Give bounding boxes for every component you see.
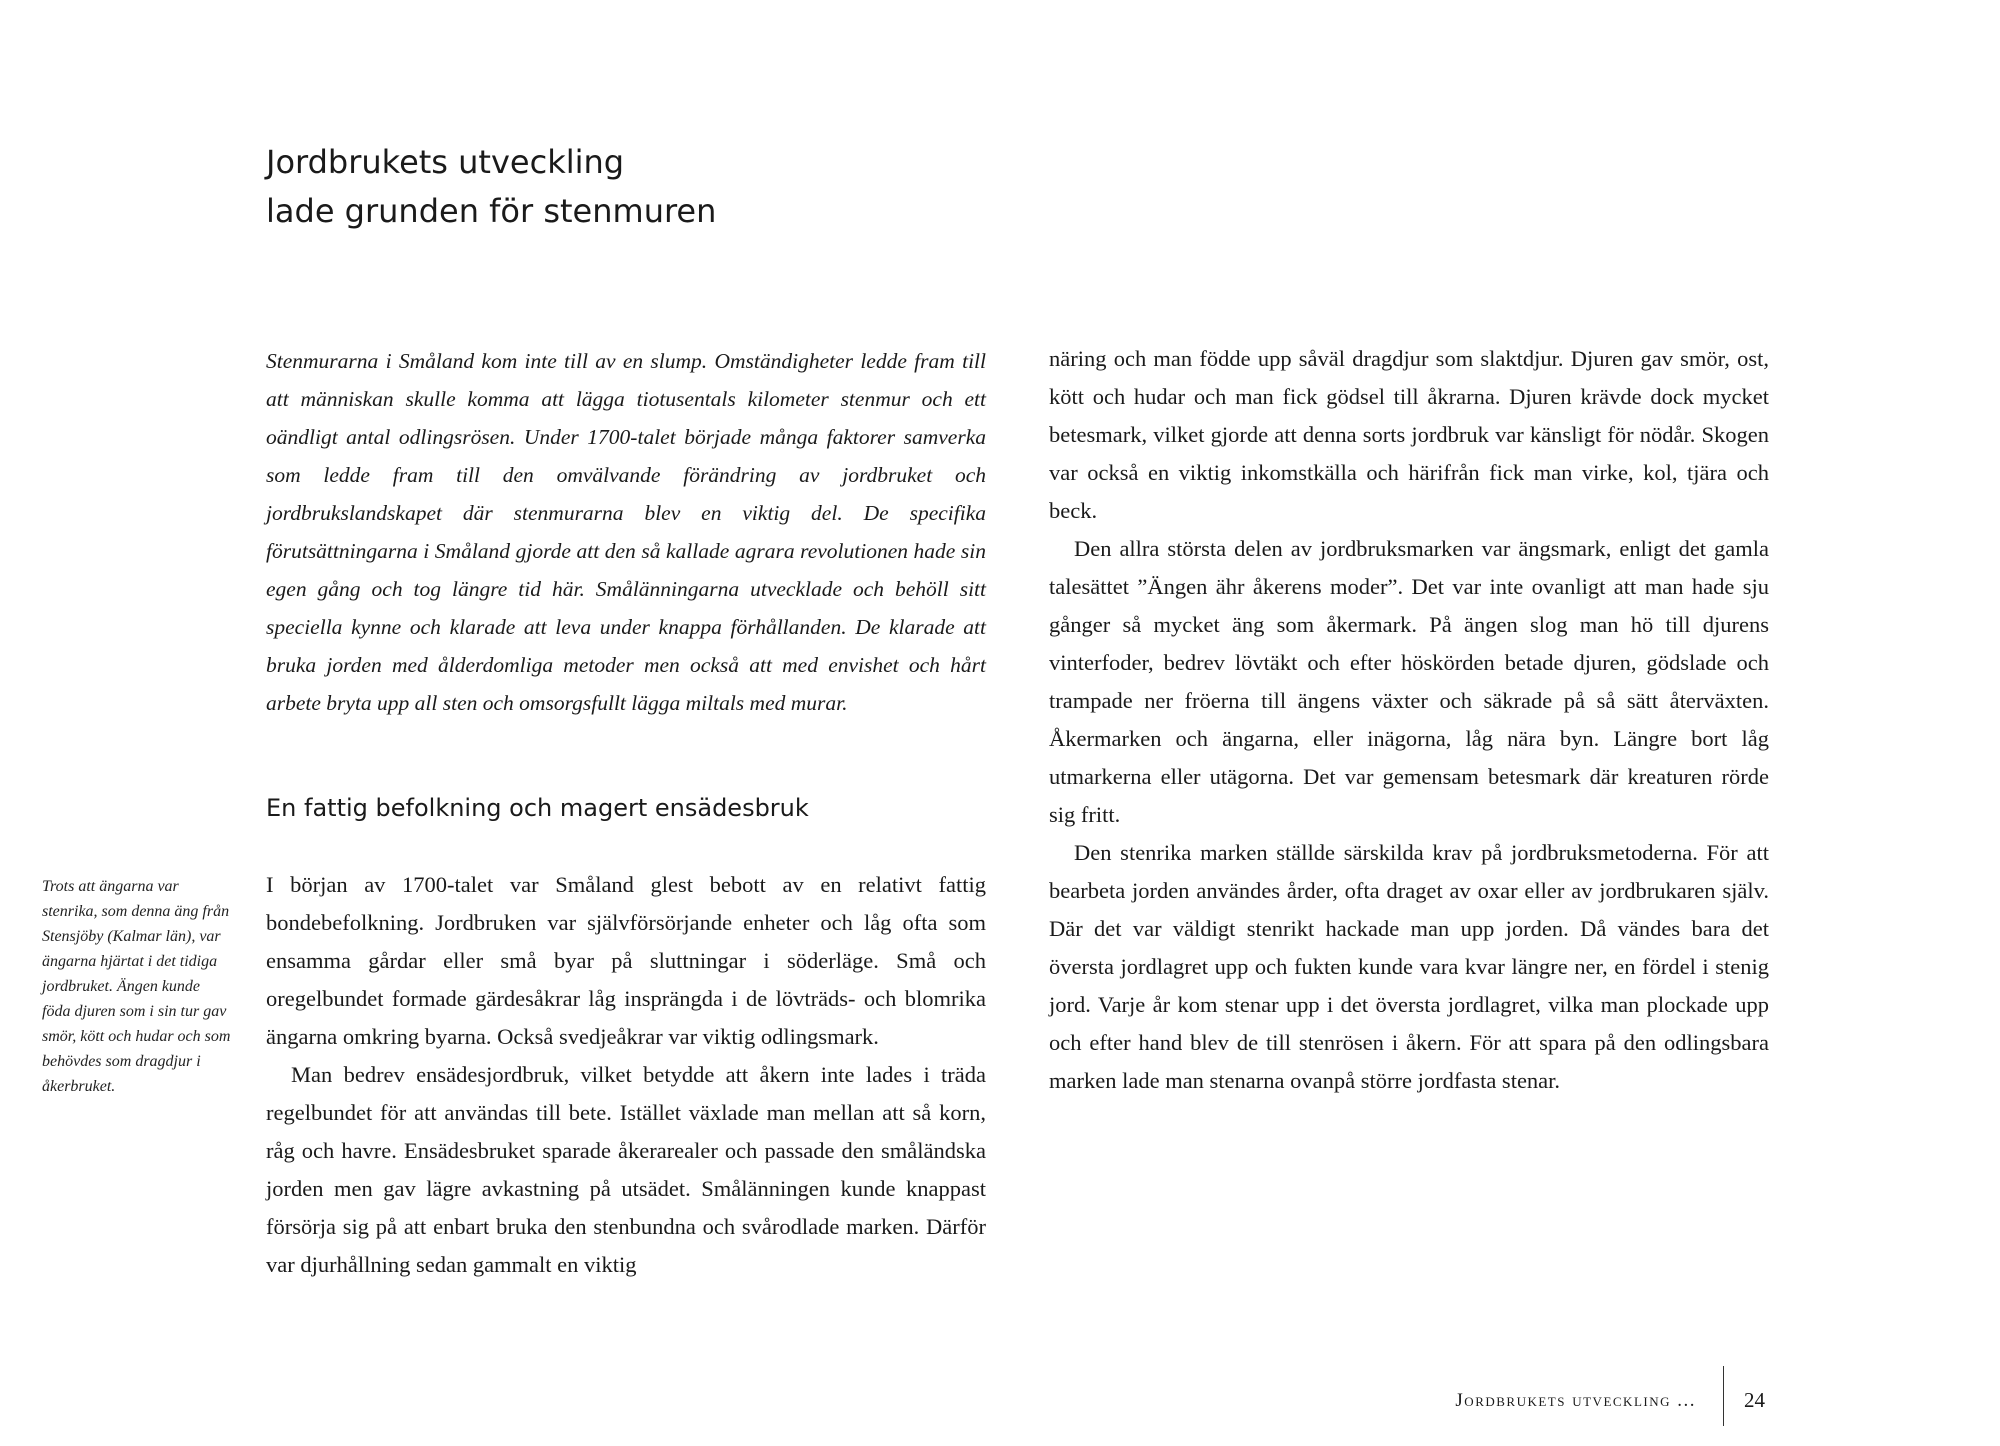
image-caption: Trots att ängarna var stenrika, som denna äng från Stensjöby (Kalmar län), var ängarna hjärtat i det tidiga jordbruket. Ängen kunde föda djuren som i sin tur gav smör, kött och hudar och som behövdes som dragdjur i åkerbruket. — [42, 878, 231, 1095]
body-paragraph: näring och man födde upp såväl dragdjur som slaktdjur. Djuren gav smör, ost, kött och hudar och man fick gödsel till åkrarna. Djuren krävde dock mycket betesmark, vilket gjorde att denna sorts jordbruk var känsligt för nödår. Skogen var också en viktig inkomstkälla och härifrån fick man virke, kol, tjära och beck. — [1049, 346, 1769, 523]
section-heading: En fattig befolkning och magert ensädesbruk — [266, 794, 809, 822]
page-footer — [1380, 1382, 1780, 1422]
left-body-column — [266, 866, 986, 1284]
body-paragraph: Den allra största delen av jordbruksmarken var ängsmark, enligt det gamla talesättet ”Ängen ähr åkerens moder”. Det var inte ovanligt att man hade sju gånger så mycket äng som åkermark. På ängen slog man hö till djurens vinterfoder, bedrev lövtäkt och efter höskörden betade djuren, gödslade och trampade ner fröerna till ängens växter och säkrade på så sätt återväxten. Åkermarken och ängarna, eller inägorna, låg nära byn. Längre bort låg utmarkerna eller utägorna. Det var gemensam betesmark där kreaturen rörde sig fritt. — [1049, 536, 1769, 827]
page-title-line-2: lade grunden för stenmuren — [266, 192, 717, 230]
right-body-column — [1049, 340, 1769, 1100]
footer-divider — [1723, 1366, 1724, 1426]
body-paragraph: Man bedrev ensädesjordbruk, vilket betydde att åkern inte lades i träda regelbundet för att användas till bete. Istället växlade man mellan att så korn, råg och havre. Ensädesbruket sparade åkerarealer och passade den småländska jorden men gav lägre avkastning på utsädet. Smålänningen kunde knappast försörja sig på att enbart bruka den stenbundna och svårodlade marken. Därför var djurhållning sedan gammalt en viktig — [266, 1062, 986, 1277]
intro-paragraph: Stenmurarna i Småland kom inte till av en slump. Omständigheter ledde fram till att människan skulle komma att lägga tiotusentals kilometer stenmur och ett oändligt antal odlingsrösen. Under 1700-talet började många faktorer samverka som ledde fram till den omvälvande förändring av jordbruket och jordbrukslandskapet där stenmurarna blev en viktig del. De specifika förutsättningarna i Småland gjorde att den så kallade agrara revolutionen hade sin egen gång och tog längre tid här. Smålänningarna utvecklade och behöll sitt speciella kynne och klarade att leva under knappa förhållanden. De klarade att bruka jorden med ålderdomliga metoder men också att med envishet och hårt arbete bryta upp all sten och omsorgsfullt lägga miltals med murar. — [266, 349, 986, 715]
page-title — [266, 138, 1026, 236]
page-number: 24 — [1744, 1388, 1765, 1412]
page-title-line-1: Jordbrukets utveckling — [266, 143, 625, 181]
body-paragraph: Den stenrika marken ställde särskilda krav på jordbruksmetoderna. För att bearbeta jorden användes årder, ofta draget av oxar eller av jordbrukaren själv. Där det var väldigt stenrikt hackade man upp jorden. Då vändes bara det översta jordlagret upp och fukten kunde vara kvar längre ner, en fördel i stenig jord. Varje år kom stenar upp i det översta jordlagret, vilka man plockade upp och efter hand blev de till stenrösen i åkern. För att spara på den odlingsbara marken lade man stenarna ovanpå större jordfasta stenar. — [1049, 840, 1769, 1093]
running-title: Jordbrukets utveckling ... — [1455, 1390, 1696, 1411]
intro-column — [266, 342, 986, 722]
body-paragraph: I början av 1700-talet var Småland glest bebott av en relativt fattig bondebefolkning. Jordbruken var självförsörjande enheter och låg ofta som ensamma gårdar eller små byar på sluttningar i söderläge. Små och oregelbundet formade gärdesåkrar låg insprängda i de lövträds- och blomrika ängarna omkring byarna. Också svedjeåkrar var viktig odlingsmark. — [266, 872, 986, 1049]
